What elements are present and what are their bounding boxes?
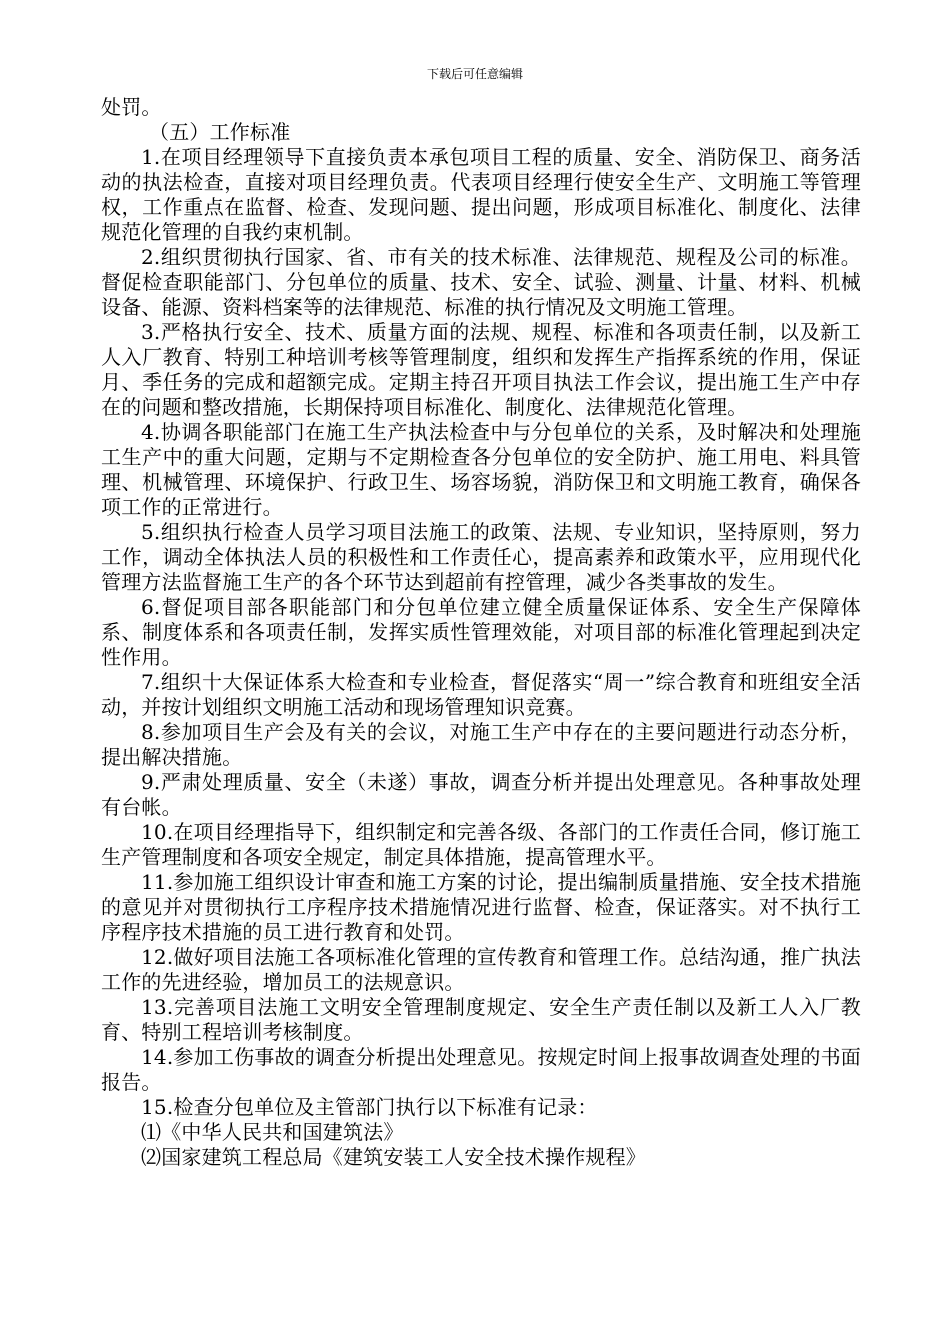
sub-item-2: ⑵国家建筑工程总局《建筑安装工人安全技术操作规程》 xyxy=(141,1145,646,1169)
paragraph-item-6: 6.督促项目部各职能部门和分包单位建立健全质量保证体系、安全生产保障体系、制度体系和各项责任制，发挥实质性管理效能，对项目部的标准化管理起到决定性作用。 xyxy=(101,595,861,669)
paragraph-item-14: 14.参加工伤事故的调查分析提出处理意见。按规定时间上报事故调查处理的书面报告。 xyxy=(101,1045,861,1094)
paragraph-item-7: 7.组织十大保证体系大检查和专业检查，督促落实“周一”综合教育和班组安全活动，并按计划组织文明施工活动和现场管理知识竞赛。 xyxy=(101,670,861,719)
paragraph-item-13: 13.完善项目法施工文明安全管理制度规定、安全生产责任制以及新工人入厂教育、特别工程培训考核制度。 xyxy=(101,995,861,1044)
paragraph-item-3: 3.严格执行安全、技术、质量方面的法规、规程、标准和各项责任制，以及新工人入厂教育、特别工种培训考核等管理制度，组织和发挥生产指挥系统的作用，保证月、季任务的完成和超额完成。定期主持召开项目执法工作会议，提出施工生产中存在的问题和整改措施，长期保持项目标准化、制度化、法律规范化管理。 xyxy=(101,320,861,419)
document-body xyxy=(101,95,861,1170)
paragraph-item-12: 12.做好项目法施工各项标准化管理的宣传教育和管理工作。总结沟通，推广执法工作的先进经验，增加员工的法规意识。 xyxy=(101,945,861,994)
paragraph-item-4: 4.协调各职能部门在施工生产执法检查中与分包单位的关系，及时解决和处理施工生产中的重大问题，定期与不定期检查各分包单位的安全防护、施工用电、料具管理、机械管理、环境保护、行政卫生、场容场貌，消防保卫和文明施工教育，确保各项工作的正常进行。 xyxy=(101,420,861,519)
paragraph-item-10: 10.在项目经理指导下，组织制定和完善各级、各部门的工作责任合同，修订施工生产管理制度和各项安全规定，制定具体措施，提高管理水平。 xyxy=(101,820,861,869)
paragraph-item-11: 11.参加施工组织设计审查和施工方案的讨论，提出编制质量措施、安全技术措施的意见并对贯彻执行工序程序技术措施情况进行监督、检查，保证落实。对不执行工序程序技术措施的员工进行教育和处罚。 xyxy=(101,870,861,944)
paragraph-item-8: 8.参加项目生产会及有关的会议，对施工生产中存在的主要问题进行动态分析，提出解决措施。 xyxy=(101,720,861,769)
paragraph-item-1: 1.在项目经理领导下直接负责本承包项目工程的质量、安全、消防保卫、商务活动的执法检查，直接对项目经理负责。代表项目经理行使安全生产、文明施工等管理权，工作重点在监督、检查、发现问题、提出问题，形成项目标准化、制度化、法律规范化管理的自我约束机制。 xyxy=(101,145,861,244)
sub-item-1: ⑴《中华人民共和国建筑法》 xyxy=(141,1120,404,1144)
paragraph-item-5: 5.组织执行检查人员学习项目法施工的政策、法规、专业知识，坚持原则，努力工作，调动全体执法人员的积极性和工作责任心，提高素养和政策水平，应用现代化管理方法监督施工生产的各个环节达到超前有控管理，减少各类事故的发生。 xyxy=(101,520,861,594)
paragraph-item-9: 9.严肃处理质量、安全（未遂）事故，调查分析并提出处理意见。各种事故处理有台帐。 xyxy=(101,770,861,819)
paragraph-item-2: 2.组织贯彻执行国家、省、市有关的技术标准、法律规范、规程及公司的标准。督促检查职能部门、分包单位的质量、技术、安全、试验、测量、计量、材料、机械设备、能源、资料档案等的法律规范、标准的执行情况及文明施工管理。 xyxy=(101,245,861,319)
paragraph-item-15: 15.检查分包单位及主管部门执行以下标准有记录： xyxy=(141,1095,598,1119)
lead-paragraph: 处罚。 xyxy=(101,95,162,119)
page-header: 下载后可任意编辑 xyxy=(426,67,523,81)
section-title: （五）工作标准 xyxy=(149,120,291,144)
